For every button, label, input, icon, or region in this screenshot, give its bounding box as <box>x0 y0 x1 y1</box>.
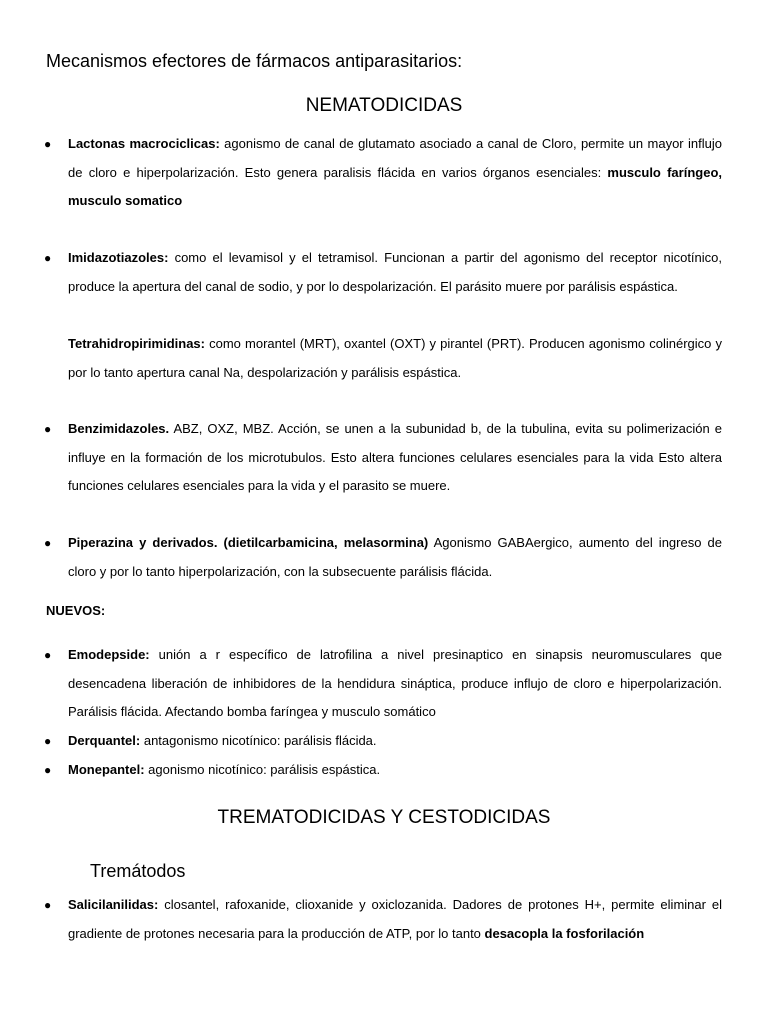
list-item-benzimidazoles <box>68 415 722 501</box>
item-lead: Imidazotiazoles: <box>68 250 169 265</box>
item-text: closantel, rafoxanide, clioxanide y oxiclozanida. Dadores de protones H+, permite eliminar el gradiente de protones necesaria para la producción de ATP, por lo tanto <box>68 897 722 941</box>
document-title: Mecanismos efectores de fármacos antiparasitarios: <box>46 51 463 71</box>
bullet-icon: ● <box>44 734 52 748</box>
bullet-icon: ● <box>44 648 52 662</box>
item-lead: Benzimidazoles. <box>68 421 170 436</box>
list-item-piperazina <box>68 529 722 586</box>
item-text: agonismo nicotínico: parálisis espástica. <box>144 762 381 777</box>
item-text: Agonismo GABAergico, aumento del ingreso de cloro y por lo tanto hiperpolarización, con la subsecuente parálisis flácida. <box>68 535 722 579</box>
item-lead: Monepantel: <box>68 762 145 777</box>
list-item-monepantel <box>68 756 722 785</box>
item-text: como morantel (MRT), oxantel (OXT) y pirantel (PRT). Producen agonismo colinérgico y por lo tanto apertura canal Na, despolarización y parálisis espástica. <box>68 336 722 380</box>
item-trail: desacopla la fosforilación <box>484 925 645 941</box>
item-text: agonismo de canal de glutamato asociado a canal de Cloro, permite un mayor influjo de cloro e hiperpolarización. Esto genera paralisis flácida en varios órganos esenciales: <box>68 136 722 180</box>
item-text: ABZ, OXZ, MBZ. Acción, se unen a la subunidad b, de la tubulina, evita su polimerización e influye en la formación de los microtubulos. Esto altera funciones celulares esenciales para la vida Esto altera funciones celulares esenciales para la vida y el parasito se muere. <box>68 421 722 494</box>
item-lead: Piperazina y derivados. (dietilcarbamicina, melasormina) <box>68 535 429 550</box>
item-text: antagonismo nicotínico: parálisis flácida. <box>140 733 377 748</box>
item-trail: musculo faríngeo, musculo somatico <box>68 164 722 209</box>
section-heading-nematodicidas: NEMATODICIDAS <box>305 95 463 116</box>
bullet-icon: ● <box>44 422 52 436</box>
bullet-icon: ● <box>44 898 52 912</box>
subsection-heading-trematodos: Tremátodos <box>90 861 186 881</box>
nuevos-label: NUEVOS: <box>46 603 106 618</box>
bullet-icon: ● <box>44 763 52 777</box>
bullet-icon: ● <box>44 251 52 265</box>
list-item-imidazotiazoles <box>68 244 722 301</box>
list-item-lactonas <box>68 130 722 216</box>
item-lead: Lactonas macrociclicas: <box>68 136 220 151</box>
section-heading-trematodicidas: TREMATODICIDAS Y CESTODICIDAS <box>217 807 551 828</box>
bullet-icon: ● <box>44 137 52 151</box>
list-item-emodepside <box>68 641 722 727</box>
item-text: como el levamisol y el tetramisol. Funcionan a partir del agonismo del receptor nicotínico, produce la apertura del canal de sodio, y por lo despolarización. El parásito muere por parálisis espástica. <box>68 250 722 294</box>
item-lead: Salicilanilidas: <box>68 897 159 912</box>
item-lead: Derquantel: <box>68 733 141 748</box>
item-lead: Emodepside: <box>68 647 150 662</box>
bullet-icon: ● <box>44 536 52 550</box>
item-lead: Tetrahidropirimidinas: <box>68 336 205 351</box>
item-text: unión a r específico de latrofilina a nivel presinaptico en sinapsis neuromusculares que desencadena liberación de inhibidores de la hendidura sináptica, produce influjo de cloro e hiperpolarización. Parálisis flácida. Afectando bomba faríngea y musculo somático <box>68 647 722 720</box>
list-item-salicilanilidas <box>68 891 722 948</box>
list-item-derquantel <box>68 727 722 756</box>
list-item-tetrahidropirimidinas <box>68 330 722 387</box>
